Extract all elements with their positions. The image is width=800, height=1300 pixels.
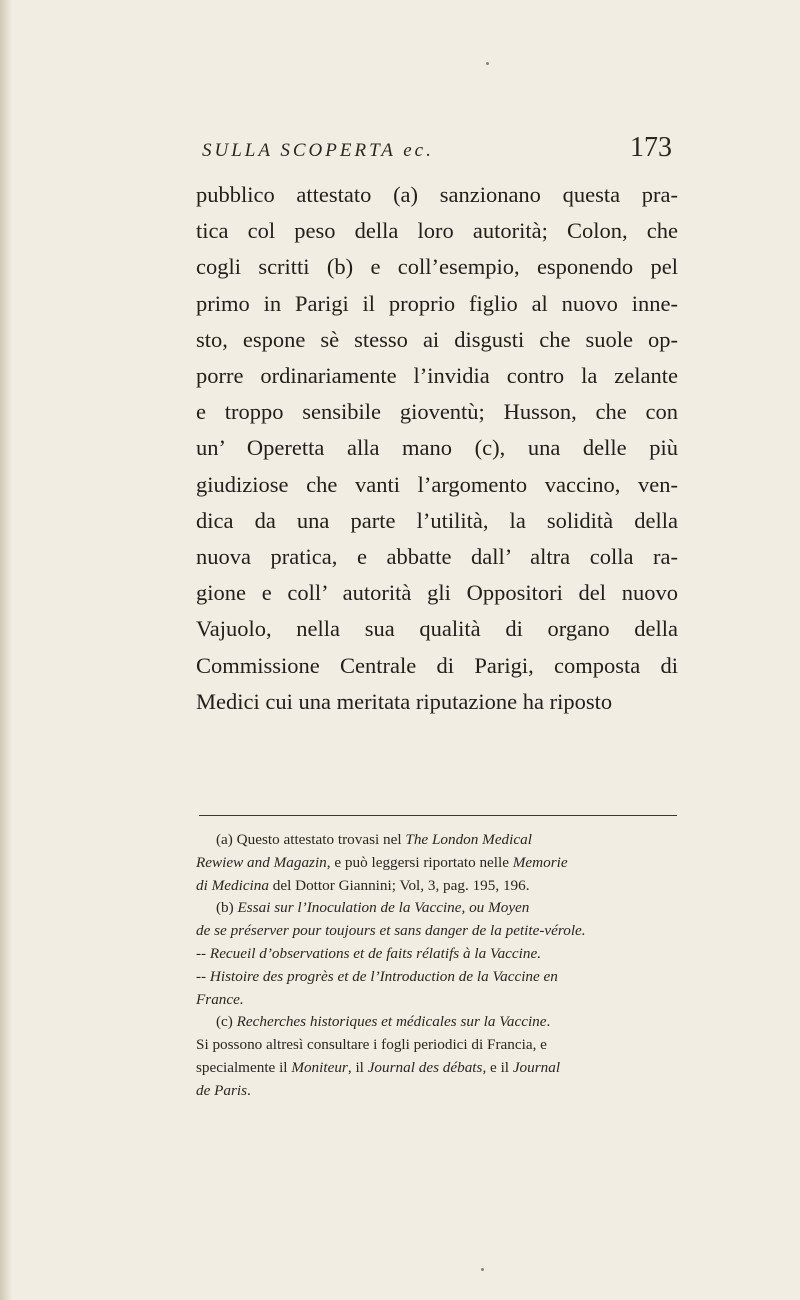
body-line: cogli scritti (b) e coll’esempio, esponendo pel: [196, 254, 678, 280]
body-line: Commissione Centrale di Parigi, composta di: [196, 652, 678, 678]
footnote-text: del Dottor Giannini; Vol, 3, pag. 195, 196.: [268, 876, 530, 894]
footnote-text: specialmente il: [196, 1058, 292, 1076]
body-line: Vajuolo, nella sua qualità di organo della: [196, 616, 678, 642]
footnote-title: Journal des débats: [367, 1058, 483, 1076]
footnote-b-line: [196, 989, 678, 1012]
footnote-rule: [199, 815, 677, 816]
paper-speck: [481, 1268, 484, 1271]
body-line: tica col peso della loro autorità; Colon, che: [196, 218, 678, 244]
footnote-title: di Medicina: [196, 876, 269, 894]
footnote-title: Essai sur l’Inoculation de la Vaccine, ou Moyen: [237, 899, 530, 917]
footnote-text: , e può leggersi riportato nelle: [326, 853, 513, 871]
body-line: gione e coll’ autorità gli Oppositori del nuovo: [196, 580, 678, 606]
footnote-title: -- Recueil d’observations et de faits rélatifs à la Vaccine.: [196, 944, 542, 962]
footnote-title: de Paris: [196, 1081, 248, 1099]
footnote-text: , e il: [482, 1058, 513, 1076]
body-line: un’ Operetta alla mano (c), una delle più: [196, 435, 678, 461]
footnote-b-line: [196, 920, 678, 943]
footnote-b-line: [196, 966, 678, 989]
body-line: e troppo sensibile gioventù; Husson, che con: [196, 399, 678, 425]
body-line: dica da una parte l’utilità, la solidità della: [196, 507, 678, 533]
footnote-title: de se préserver pour toujours et sans danger de la petite-vérole.: [196, 922, 586, 940]
running-head-title: SULLA SCOPERTA ec.: [202, 140, 434, 161]
body-line: primo in Parigi il proprio figlio al nuovo inne-: [196, 290, 678, 316]
footnote-b-line: [196, 897, 678, 920]
footnotes: [196, 829, 678, 1103]
footnote-title: -- Histoire des progrès et de l’Introduction de la Vaccine en: [196, 967, 558, 985]
footnote-c-line: [196, 1080, 678, 1103]
footnote-text: .: [546, 1013, 551, 1031]
body-line: Medici cui una meritata riputazione ha riposto: [196, 688, 613, 714]
footnote-c-line: [196, 1011, 678, 1034]
footnote-marker: (b): [216, 899, 234, 917]
footnote-b-line: [196, 943, 678, 966]
body-line: sto, espone sè stesso ai disgusti che suole op-: [196, 326, 678, 352]
body-line: porre ordinariamente l’invidia contro la zelante: [196, 363, 678, 389]
page-number: 173: [630, 132, 672, 163]
footnote-title: Moniteur: [291, 1058, 348, 1076]
footnote-marker: (a): [216, 831, 233, 848]
footnote-a-line: [196, 852, 678, 875]
footnote-text: .: [247, 1081, 251, 1099]
running-head: [202, 132, 672, 166]
footnote-title: Journal: [512, 1058, 561, 1076]
footnote-c-line: Si possono altresì consultare i fogli periodici di Francia, e: [196, 1036, 547, 1054]
footnote-title: Rewiew and Magazin: [196, 853, 327, 871]
footnote-title: Recherches historiques et médicales sur la Vaccine: [236, 1013, 547, 1031]
paper-speck: [486, 62, 489, 65]
footnote-title: Memorie: [512, 853, 568, 871]
binding-edge: [0, 0, 12, 1300]
footnote-a-line: [196, 875, 678, 898]
footnote-text: Questo attestato trovasi nel: [236, 831, 406, 848]
body-line: giudiziose che vanti l’argomento vaccino, ven-: [196, 471, 678, 497]
body-text: [196, 177, 678, 720]
footnote-text: , il: [347, 1058, 368, 1076]
footnote-title: The London Medical: [405, 831, 532, 848]
footnote-title: France.: [196, 990, 244, 1008]
body-line: nuova pratica, e abbatte dall’ altra colla ra-: [196, 544, 678, 570]
footnote-a-line: [196, 829, 678, 852]
footnote-marker: (c): [216, 1013, 233, 1031]
footnote-c-line: [196, 1057, 678, 1080]
body-line: pubblico attestato (a) sanzionano questa pra-: [196, 182, 678, 207]
